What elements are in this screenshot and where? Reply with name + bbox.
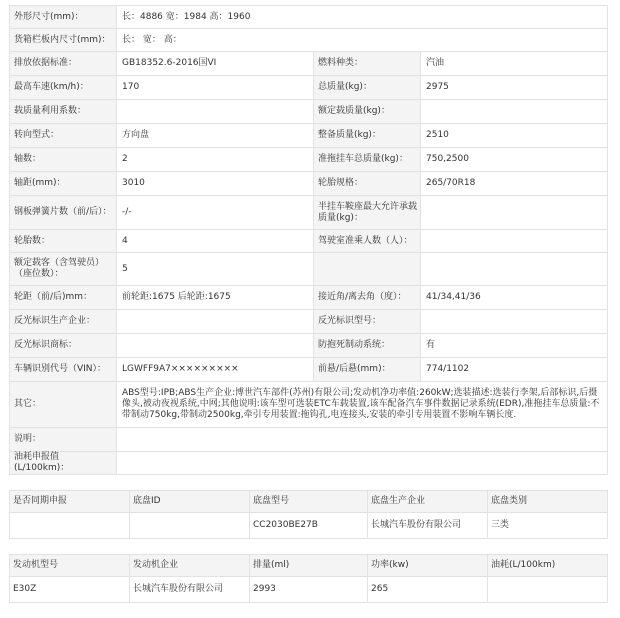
chassis-table [9, 490, 608, 539]
spec-label: 其它： [10, 382, 117, 428]
spec-value: 前轮距:1675 后轮距:1675 [117, 286, 314, 310]
spec-label: 货箱栏板内尺寸(mm)： [10, 29, 117, 52]
spec-value [421, 310, 608, 334]
spec-row-notes [10, 428, 608, 452]
spec-label: 说明： [10, 428, 117, 452]
spec-label: 驾驶室准乘人数（人）： [314, 230, 421, 253]
spec-value: 3010 [117, 172, 314, 196]
spec-value [421, 253, 608, 286]
table-row [10, 577, 608, 603]
spec-value: 4 [117, 230, 314, 253]
table-row [10, 513, 608, 539]
spec-label: 轮胎规格： [314, 172, 421, 196]
spec-row-dimensions [10, 6, 608, 29]
spec-row-emission-fuel [10, 52, 608, 76]
spec-label: 燃料种类： [314, 52, 421, 76]
spec-row-speed-mass [10, 76, 608, 100]
spec-value: 750,2500 [421, 148, 608, 172]
spec-label: 最高车速(km/h)： [10, 76, 117, 100]
spec-value [421, 230, 608, 253]
engine-header-row [10, 555, 608, 577]
spec-value [117, 310, 314, 334]
spec-value [117, 452, 608, 475]
table-cell [10, 513, 130, 539]
column-header: 底盘型号 [250, 491, 368, 513]
spec-label: 总质量(kg)： [314, 76, 421, 100]
table-cell: 三类 [488, 513, 608, 539]
spec-row-load [10, 100, 608, 124]
spec-value: 有 [421, 334, 608, 358]
spec-label: 转向型式： [10, 124, 117, 148]
table-cell: 2993 [250, 577, 368, 603]
spec-value [117, 334, 314, 358]
spec-value: 长：4886 宽：1984 高：1960 [117, 6, 608, 29]
spec-label: 接近角/离去角（度）： [314, 286, 421, 310]
spec-label: 轮胎数： [10, 230, 117, 253]
table-cell: E30Z [10, 577, 130, 603]
spec-row-track [10, 286, 608, 310]
column-header: 底盘生产企业 [368, 491, 488, 513]
table-cell: 长城汽车股份有限公司 [130, 577, 250, 603]
spec-label: 轮距（前/后)mm： [10, 286, 117, 310]
spec-value: 方向盘 [117, 124, 314, 148]
spec-label: 前悬/后悬(mm)： [314, 358, 421, 382]
chassis-header-row [10, 491, 608, 513]
spec-label: 油耗申报值(L/100km)： [10, 452, 117, 475]
spec-row-cargo-box [10, 29, 608, 52]
spec-row-seats [10, 253, 608, 286]
spec-value: 774/1102 [421, 358, 608, 382]
spec-row-steering [10, 124, 608, 148]
spec-value: ABS型号:IPB;ABS生产企业:博世汽车部件(苏州)有限公司;发动机净功率值:260kW;选装描述:选装行李架,后部标识,后摄像头,被动夜视系统,中网;其他说明:该车型可选装ETC车载装置,该车配备汽车事件数据记录系统(EDR),准拖挂车总质量:不带制动750kg,带制动2500kg,牵引专用装置:拖钩孔,电连接头,安装的牵引专用装置不影响车辆长度. [117, 382, 608, 428]
spec-label: 轴数： [10, 148, 117, 172]
table-cell: 265 [368, 577, 488, 603]
spec-label [314, 253, 421, 286]
spec-row-springs [10, 196, 608, 230]
spec-table [9, 5, 608, 475]
spec-value [421, 196, 608, 230]
spec-label: 载质量利用系数： [10, 100, 117, 124]
table-cell: CC2030BE27B [250, 513, 368, 539]
spec-value: GB18352.6-2016国VI [117, 52, 314, 76]
spec-value: 170 [117, 76, 314, 100]
column-header: 排量(ml) [250, 555, 368, 577]
spec-value: 41/34,41/36 [421, 286, 608, 310]
spec-label: 准拖挂车总质量(kg)： [314, 148, 421, 172]
table-cell [130, 513, 250, 539]
table-cell [488, 577, 608, 603]
spec-value: 2975 [421, 76, 608, 100]
spec-label: 外形尺寸(mm)： [10, 6, 117, 29]
spec-label: 半挂车鞍座最大允许承载质量(kg)： [314, 196, 421, 230]
spec-row-other [10, 382, 608, 428]
spec-row-reflector-maker [10, 310, 608, 334]
spec-value: 长： 宽： 高： [117, 29, 608, 52]
spec-row-fuel-consumption [10, 452, 608, 475]
column-header: 底盘ID [130, 491, 250, 513]
column-header: 底盘类别 [488, 491, 608, 513]
spec-label: 反光标识生产企业： [10, 310, 117, 334]
vehicle-spec-sheet [9, 5, 607, 603]
column-header: 是否同期申报 [10, 491, 130, 513]
spec-label: 钢板弹簧片数（前/后）： [10, 196, 117, 230]
table-cell: 长城汽车股份有限公司 [368, 513, 488, 539]
column-header: 发动机型号 [10, 555, 130, 577]
spec-label: 排放依据标准： [10, 52, 117, 76]
spec-label: 防抱死制动系统： [314, 334, 421, 358]
spec-value [117, 428, 608, 452]
engine-table [9, 554, 608, 603]
column-header: 功率(kw) [368, 555, 488, 577]
spec-value [117, 100, 314, 124]
spec-value [421, 100, 608, 124]
spec-label: 整备质量(kg)： [314, 124, 421, 148]
spec-row-tires [10, 230, 608, 253]
spec-value: LGWFF9A7××××××××× [117, 358, 314, 382]
spec-row-vin [10, 358, 608, 382]
spec-label: 反光标识型号： [314, 310, 421, 334]
spec-label: 反光标识商标： [10, 334, 117, 358]
spec-label: 轴距(mm)： [10, 172, 117, 196]
spec-value: 2510 [421, 124, 608, 148]
spec-value: 265/70R18 [421, 172, 608, 196]
spec-row-reflector-brand [10, 334, 608, 358]
spec-value: 5 [117, 253, 314, 286]
column-header: 油耗(L/100km) [488, 555, 608, 577]
spec-row-wheelbase [10, 172, 608, 196]
spec-row-axles [10, 148, 608, 172]
spec-value: -/- [117, 196, 314, 230]
spec-label: 额定载客（含驾驶员）（座位数）： [10, 253, 117, 286]
column-header: 发动机企业 [130, 555, 250, 577]
spec-value: 2 [117, 148, 314, 172]
spec-label: 额定载质量(kg)： [314, 100, 421, 124]
spec-label: 车辆识别代号（VIN）： [10, 358, 117, 382]
spec-value: 汽油 [421, 52, 608, 76]
